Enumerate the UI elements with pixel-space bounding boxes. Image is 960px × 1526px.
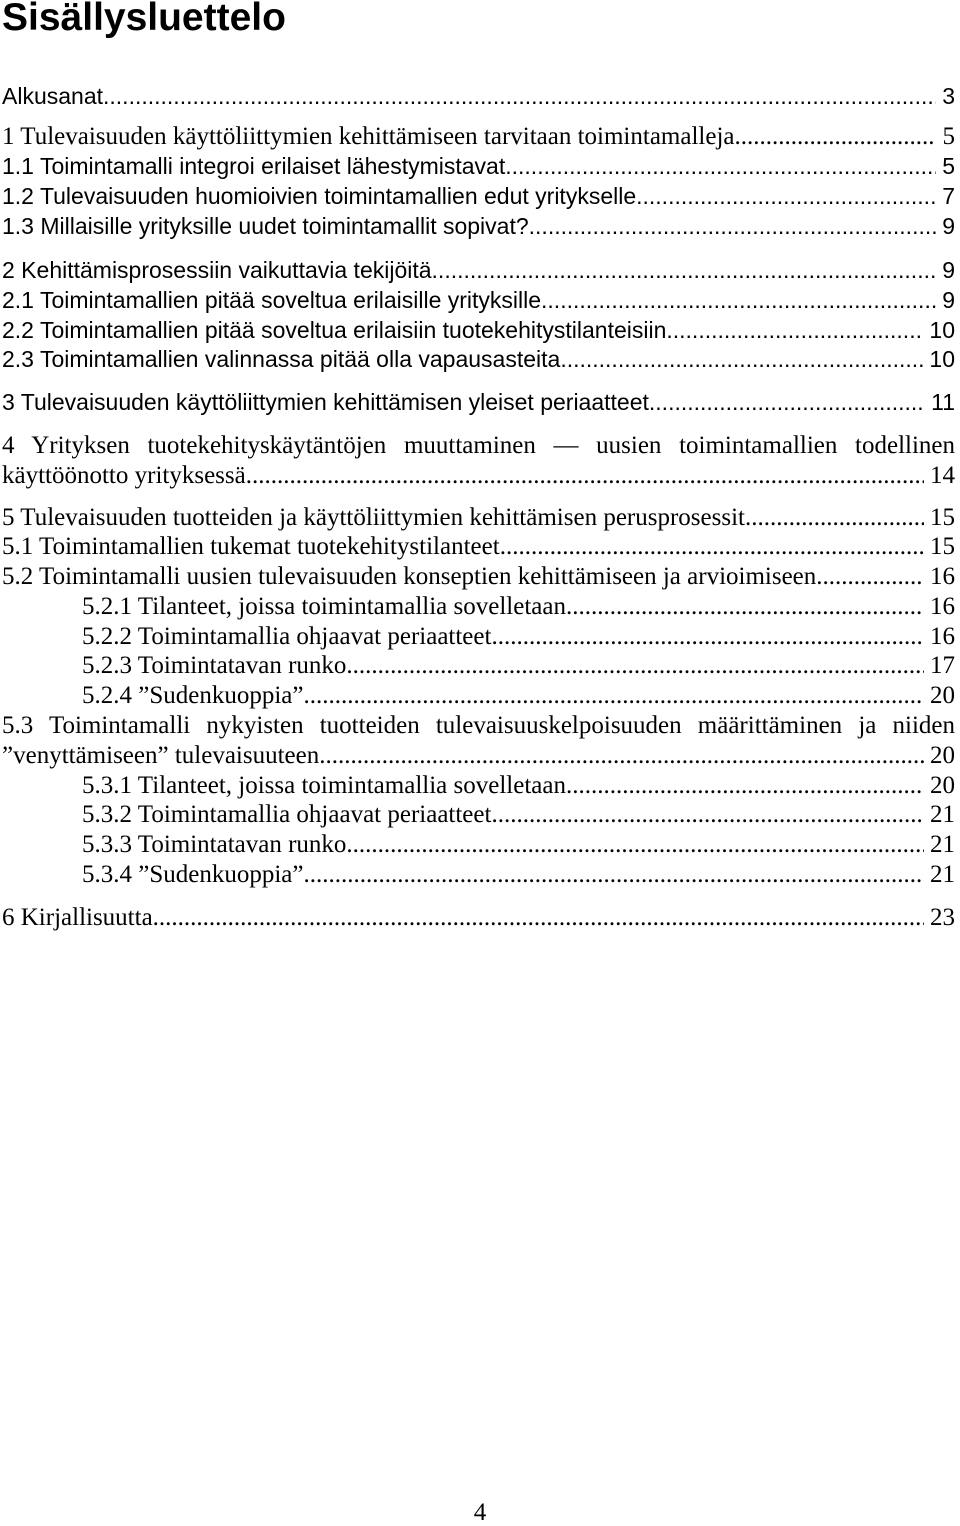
toc-entry-title: 5.2.3 Toimintatavan runko <box>82 652 347 679</box>
dot-leader <box>547 285 936 315</box>
toc-entry-4 <box>2 461 955 491</box>
toc-entry-page: 21 <box>930 801 955 828</box>
toc-entry-5-2-1 <box>2 592 955 622</box>
toc-entry-2 <box>2 255 955 285</box>
toc-entry-3 <box>2 387 955 417</box>
toc-entry-5-2-3 <box>2 651 955 681</box>
dot-leader <box>153 903 924 933</box>
toc-entry-title: 3 Tulevaisuuden käyttöliittymien kehittämisen yleiset periaatteet <box>2 389 649 415</box>
dot-leader <box>346 830 923 860</box>
toc-entry-title: 2.3 Toimintamallien valinnassa pitää olla vapausasteita <box>2 346 561 372</box>
dot-leader <box>816 562 923 592</box>
toc-entry-alkusanat <box>2 81 955 111</box>
toc-entry-title: 1 Tulevaisuuden käyttöliittymien kehittämiseen tarvitaan toimintamalleja <box>2 123 735 150</box>
dot-leader <box>649 387 925 417</box>
toc-entry-page: 5 <box>942 123 955 150</box>
toc-entry-2-2 <box>2 315 955 345</box>
toc-entry-title: 5.1 Toimintamallien tukemat tuotekehitystilanteet <box>2 533 500 560</box>
toc-entry-title: 5.3.3 Toimintatavan runko <box>82 831 347 858</box>
dot-leader <box>103 81 936 111</box>
toc-entry-title: 5.2.1 Tilanteet, joissa toimintamallia sovelletaan <box>82 593 566 620</box>
toc-entry-1-3 <box>2 211 955 241</box>
toc-entry-2-3 <box>2 344 955 374</box>
page-title: Sisällysluettelo <box>2 0 286 39</box>
toc-entry-2-1 <box>2 285 955 315</box>
toc-entry-title: käyttöönotto yrityksessä <box>2 462 246 489</box>
toc-entry-page: 9 <box>942 257 955 283</box>
toc-entry-1-1 <box>2 151 955 181</box>
toc-entry-title: 5.2.2 Toimintamallia ohjaavat periaatteet <box>82 623 492 650</box>
dot-leader <box>735 122 937 152</box>
toc-entry-page: 10 <box>929 346 955 372</box>
toc-entry-page: 17 <box>930 652 955 679</box>
toc-entry-5-2-4 <box>2 681 955 711</box>
toc-entry-title: 5.3.2 Toimintamallia ohjaavat periaatteet <box>82 801 492 828</box>
toc-entry-title: Alkusanat <box>2 83 104 109</box>
toc-entry-title: 5.2 Toimintamalli uusien tulevaisuuden konseptien kehittämiseen ja arvioimiseen <box>2 563 817 590</box>
toc-entry-title: 5.2.4 ”Sudenkuoppia” <box>82 682 304 709</box>
dot-leader <box>491 800 923 830</box>
toc-entry-page: 21 <box>930 861 955 888</box>
toc-entry-page: 14 <box>930 462 955 489</box>
dot-leader <box>560 344 923 374</box>
dot-leader <box>566 771 924 801</box>
toc-entry-6 <box>2 903 955 933</box>
toc-entry-page: 9 <box>942 287 955 313</box>
dot-leader <box>491 622 923 652</box>
toc-entry-page: 21 <box>930 831 955 858</box>
toc-entry-title: 2.2 Toimintamallien pitää soveltua erilaisiin tuotekehitystilanteisiin <box>2 317 667 343</box>
dot-leader <box>566 592 924 622</box>
toc-entry-page: 5 <box>942 153 955 179</box>
toc-entry-5-3-4 <box>2 860 955 890</box>
toc-entry-page: 16 <box>930 593 955 620</box>
dot-leader <box>512 151 937 181</box>
toc-entry-1-2 <box>2 181 955 211</box>
toc-entry-5-3-3 <box>2 830 955 860</box>
toc-entry-title: 1.3 Millaisille yrityksille uudet toimintamallit sopivat? <box>2 213 529 239</box>
toc-entry-5-3-2 <box>2 800 955 830</box>
toc-entry-page: 9 <box>942 213 955 239</box>
toc-entry-page: 20 <box>930 772 955 799</box>
toc-entry-title: 2.1 Toimintamallien pitää soveltua erilaisille yrityksille. <box>2 287 548 313</box>
toc-entry-page: 15 <box>930 533 955 560</box>
toc-entry-5-3 <box>2 741 955 771</box>
toc-entry-title: 2 Kehittämisprosessiin vaikuttavia tekijöitä <box>2 257 432 283</box>
dot-leader <box>346 651 923 681</box>
page-number: 4 <box>473 1499 487 1526</box>
toc-entry-title: 5.3.4 ”Sudenkuoppia” <box>82 861 304 888</box>
dot-leader <box>319 741 924 771</box>
toc-entry-title: 6 Kirjallisuutta <box>2 904 153 931</box>
toc-entry-page: 15 <box>930 504 955 531</box>
toc-entry-4-line-1: 4 Yrityksen tuotekehityskäytäntöjen muuttaminen — uusien toimintamallien todellinen <box>2 432 955 459</box>
toc-entry-page: 20 <box>930 682 955 709</box>
dot-leader <box>246 461 924 491</box>
dot-leader <box>303 681 923 711</box>
toc-entry-title: 1.2 Tulevaisuuden huomioivien toimintamallien edut yritykselle <box>2 183 637 209</box>
toc-entry-title: 5 Tulevaisuuden tuotteiden ja käyttöliittymien kehittämisen perusprosessit <box>2 504 745 531</box>
toc-entry-page: 16 <box>930 623 955 650</box>
toc-entry-1 <box>2 122 955 152</box>
toc-entry-title: 5.3.1 Tilanteet, joissa toimintamallia sovelletaan <box>82 772 566 799</box>
dot-leader <box>745 503 924 533</box>
toc-entry-5-3-1 <box>2 771 955 801</box>
dot-leader <box>666 315 923 345</box>
toc-entry-page: 10 <box>929 317 955 343</box>
toc-entry-page: 3 <box>942 83 955 109</box>
dot-leader <box>303 860 923 890</box>
toc-entry-page: 23 <box>930 904 955 931</box>
dot-leader <box>636 181 936 211</box>
toc-entry-page: 20 <box>930 742 955 769</box>
toc-entry-5 <box>2 503 955 533</box>
toc-entry-page: 16 <box>930 563 955 590</box>
toc-entry-5-1 <box>2 532 955 562</box>
toc-entry-title: ”venyttämiseen” tulevaisuuteen <box>2 742 320 769</box>
dot-leader <box>529 211 937 241</box>
toc-entry-title: 1.1 Toimintamalli integroi erilaiset lähestymistavat. <box>2 153 512 179</box>
toc-entry-5-3-line-1: 5.3 Toimintamalli nykyisten tuotteiden tulevaisuuskelpoisuuden määrittäminen ja niiden <box>2 712 955 739</box>
toc-entry-page: 11 <box>931 389 955 415</box>
toc-entry-page: 7 <box>942 183 955 209</box>
dot-leader <box>500 532 924 562</box>
toc-entry-5-2 <box>2 562 955 592</box>
toc-entry-5-2-2 <box>2 622 955 652</box>
dot-leader <box>432 255 937 285</box>
